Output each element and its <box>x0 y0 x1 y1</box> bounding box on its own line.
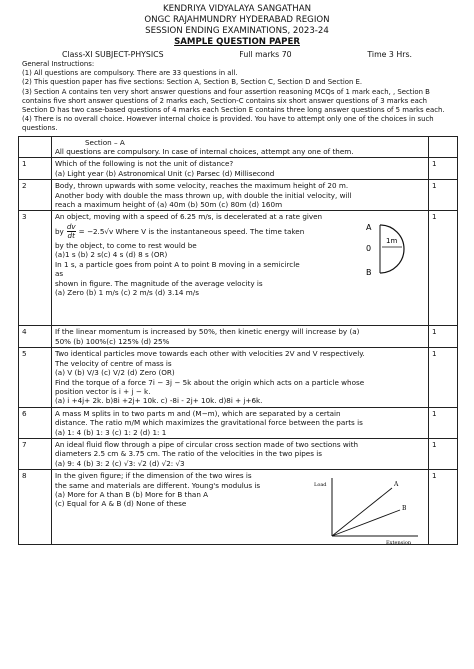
question-text: In 1 s, a particle goes from point A to point B moving in a semicircle <box>55 259 300 269</box>
fraction-numerator: dv <box>66 221 76 231</box>
question-text: by the object, to come to rest would be <box>55 240 197 250</box>
question-options: 50% (b) 100%(c) 125% (d) 25% <box>55 336 170 346</box>
question-text: shown in figure. The magnitude of the average velocity is <box>55 278 263 288</box>
question-text: A mass M splits in to two parts m and (M−m), which are separated by a certain <box>55 408 341 418</box>
instruction-item: (4) There is no overall choice. However internal choice is provided. You have to attempt only one of the choices in such questions. <box>22 115 434 133</box>
question-options: (a) More for A than B (b) More for B than A <box>55 489 209 499</box>
section-title: Section – A <box>85 137 125 147</box>
figure-label-b: B <box>366 268 372 278</box>
instruction-item: (3) Section A contains ten very short answer questions and four assertion reasoning MCQs of 1 mark each, , Section B contains five short answer questions of 2 marks each, Section-C contains six short answer questions of 3 marks each Section D has two case-based questions of 4 marks each Section E contains three long answer questions of 5 marks each. <box>22 87 445 115</box>
question-marks: 1 <box>429 180 458 211</box>
load-extension-graph <box>310 474 422 546</box>
question-options: (c) Equal for A & B (d) None of these <box>55 499 187 509</box>
question-text: diameters 2.5 cm & 3.75 cm. The ratio of the velocities in the two pipes is <box>55 449 322 459</box>
question-marks: 1 <box>429 348 458 407</box>
header-line-1: KENDRIYA VIDYALAYA SANGATHAN <box>162 4 312 14</box>
instruction-item: (2) This question paper has five sections: Section A, Section B, Section C, Section D and Section E. <box>22 78 363 87</box>
equation-rest: = −2.5√v Where V is the instantaneous speed. The time taken <box>78 226 305 236</box>
question-number: 8 <box>19 470 52 545</box>
graph-line-b <box>332 510 400 536</box>
question-text: position vector is i + j − k. <box>55 386 151 396</box>
question-row <box>19 158 458 180</box>
question-row <box>19 180 458 211</box>
question-row <box>19 470 458 545</box>
figure-radius-label: 1m <box>386 237 398 246</box>
questions-table <box>18 136 458 546</box>
full-marks: Full marks 70 <box>239 50 292 59</box>
question-text: Body, thrown upwards with some velocity, reaches the maximum height of 20 m. <box>55 181 349 191</box>
question-marks: 1 <box>429 211 458 326</box>
question-text: Find the torque of a force 7i − 3j − 5k about the origin which acts on a particle whose <box>55 377 365 387</box>
question-marks: 1 <box>429 438 458 469</box>
question-row <box>19 438 458 469</box>
header-line-3: SESSION ENDING EXAMINATIONS, 2023-24 <box>145 26 329 36</box>
question-options: (a) Light year (b) Astronomical Unit (c) Parsec (d) Millisecond <box>55 168 275 178</box>
instructions-title: General Instructions: <box>22 60 95 68</box>
fraction <box>67 223 76 240</box>
instruction-item: (1) All questions are compulsory. There are 33 questions in all. <box>22 69 238 78</box>
question-number: 1 <box>19 158 52 180</box>
question-text: In the given figure; if the dimension of the two wires is <box>55 471 252 481</box>
question-marks: 1 <box>429 470 458 545</box>
question-text: distance. The ratio m/M which maximizes the gravitational force between the parts is <box>55 418 363 428</box>
question-text: the same and materials are different. Young's modulus is <box>55 480 261 490</box>
question-number: 7 <box>19 438 52 469</box>
time-allowed: Time 3 Hrs. <box>367 50 412 59</box>
fraction-denominator: dt <box>67 230 75 240</box>
header-line-2: ONGC RAJAHMUNDRY HYDERABAD REGION <box>144 15 330 25</box>
question-text: Which of the following is not the unit of distance? <box>55 159 234 169</box>
class-subject: Class-XI SUBJECT-PHYSICS <box>62 50 164 59</box>
paper-header <box>0 0 474 48</box>
semicircle-arc <box>380 225 404 273</box>
figure-label-a: A <box>366 223 372 233</box>
question-number: 3 <box>19 211 52 326</box>
figure-label-o: 0 <box>366 244 372 254</box>
equation-by: by <box>55 226 64 236</box>
question-row <box>19 407 458 438</box>
question-row <box>19 348 458 407</box>
graph-x-label: Extension <box>386 540 412 547</box>
question-row <box>19 326 458 348</box>
question-text: The velocity of centre of mass is <box>55 358 172 368</box>
general-instructions <box>22 60 452 134</box>
question-options: (a) 9: 4 (b) 3: 2 (c) √3: √2 (d) √2: √3 <box>55 458 185 468</box>
question-text: If the linear momentum is increased by 50%, then kinetic energy will increase by (a) <box>55 327 360 337</box>
question-text: Another body with double the mass thrown up, with double the initial velocity, will <box>55 190 352 200</box>
section-row <box>19 136 458 158</box>
question-marks: 1 <box>429 326 458 348</box>
question-marks: 1 <box>429 407 458 438</box>
question-options: (a)1 s (b) 2 s(c) 4 s (d) 8 s (OR) <box>55 250 168 260</box>
question-row <box>19 211 458 326</box>
graph-line-a <box>332 488 392 536</box>
question-options: (a) Zero (b) 1 m/s (c) 2 m/s (d) 3.14 m/s <box>55 287 199 297</box>
question-text: as <box>55 269 64 279</box>
question-text: Two identical particles move towards each other with velocities 2V and V respectively. <box>55 349 365 359</box>
header-line-4: SAMPLE QUESTION PAPER <box>174 37 300 47</box>
paper-meta <box>62 50 412 59</box>
section-note: All questions are compulsory. In case of internal choices, attempt any one of them. <box>55 147 354 157</box>
semicircle-figure <box>362 217 424 281</box>
graph-y-label: Load <box>314 482 327 489</box>
question-options: (a) 1: 4 (b) 1: 3 (c) 1: 2 (d) 1: 1 <box>55 427 167 437</box>
question-number: 5 <box>19 348 52 407</box>
question-number: 2 <box>19 180 52 211</box>
question-number: 4 <box>19 326 52 348</box>
question-marks: 1 <box>429 158 458 180</box>
graph-label-b: B <box>402 505 407 513</box>
question-text: An object, moving with a speed of 6.25 m/s, is decelerated at a rate given <box>55 212 323 222</box>
question-number: 6 <box>19 407 52 438</box>
question-options: reach a maximum height of (a) 40m (b) 50m (c) 80m (d) 160m <box>55 200 283 210</box>
graph-label-a: A <box>394 481 399 489</box>
question-text: An ideal fluid flow through a pipe of circular cross section made of two sections with <box>55 439 359 449</box>
question-options: (a) i +4j+ 2k. b)8i +2j+ 10k. c) -8i - 2j+ 10k. d)8i + j+6k. <box>55 396 263 406</box>
question-options: (a) V (b) V/3 (c) V/2 (d) Zero (OR) <box>55 368 175 378</box>
